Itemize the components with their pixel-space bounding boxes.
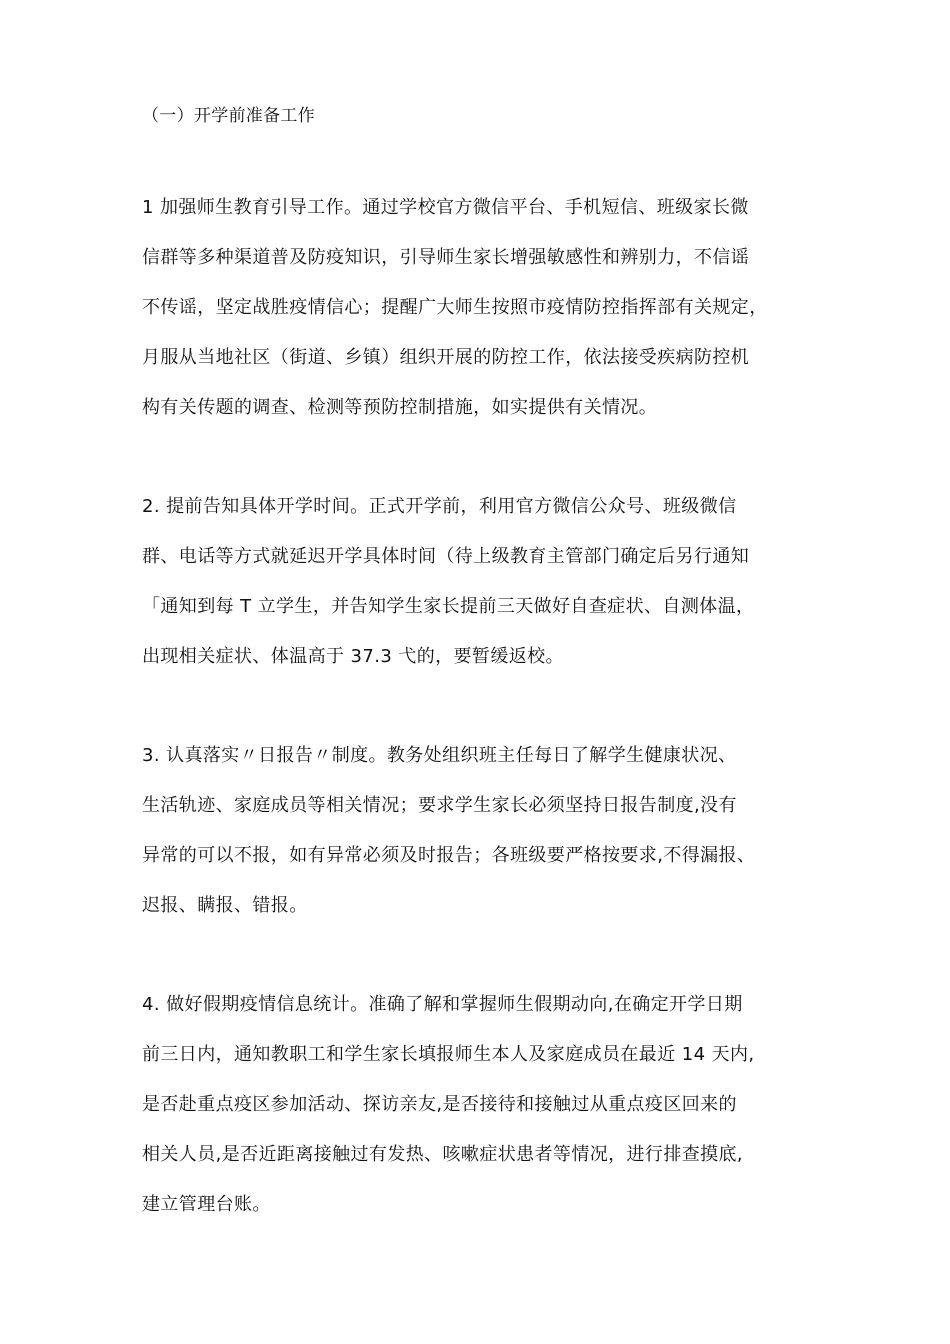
paragraph-education-guidance (142, 183, 822, 433)
paragraph-line: 前三日内，通知教职工和学生家长填报师生本人及家庭成员在最近 14 天内, (142, 1044, 755, 1065)
paragraph-line: 生活轨迹、家庭成员等相关情况；要求学生家长必须坚持日报告制度,没有 (142, 795, 737, 816)
paragraph-line: 月服从当地社区（街道、乡镇）组织开展的防控工作，依法接受疾病防控机 (142, 347, 750, 368)
paragraph-line: 构有关传题的调查、检测等预防控制措施，如实提供有关情况。 (142, 397, 658, 418)
paragraph-line: 群、电话等方式就延迟开学具体时间（待上级教育主管部门确定后另行通知 (142, 546, 750, 567)
paragraph-line: 4. 做好假期疫情信息统计。准确了解和掌握师生假期动向,在确定开学日期 (142, 994, 743, 1015)
paragraph-holiday-statistics (142, 980, 822, 1230)
paragraph-line: 1 加强师生教育引导工作。通过学校官方微信平台、手机短信、班级家长微 (142, 197, 749, 218)
paragraph-line: 相关人员,是否近距离接触过有发热、咳嗽症状患者等情况，进行排查摸底, (142, 1144, 744, 1165)
paragraph-line: 是否赴重点疫区参加活动、探访亲友,是否接待和接触过从重点疫区回来的 (142, 1094, 737, 1115)
paragraph-line: 异常的可以不报，如有异常必须及时报告；各班级要严格按要求,不得漏报、 (142, 845, 756, 866)
paragraph-line: 建立管理台账。 (142, 1194, 271, 1215)
paragraph-notify-start-date (142, 482, 822, 682)
paragraph-line: 2. 提前告知具体开学时间。正式开学前，利用官方微信公众号、班级微信 (142, 496, 737, 517)
paragraph-daily-report (142, 731, 822, 931)
paragraph-line: 不传谣，坚定战胜疫情信心；提醒广大师生按照市疫情防控指挥部有关规定， (142, 297, 768, 318)
paragraph-line: 迟报、瞒报、错报。 (142, 895, 308, 916)
paragraph-line: 「通知到每 T 立学生，并告知学生家长提前三天做好自查症状、自测体温， (142, 596, 755, 617)
paragraph-line: 信群等多种渠道普及防疫知识，引导师生家长增强敏感性和辨别力，不信谣 (142, 247, 750, 268)
paragraph-line: 3. 认真落实〃日报告〃制度。教务处组织班主任每日了解学生健康状况、 (142, 745, 737, 766)
section-heading: （一）开学前准备工作 (142, 106, 315, 126)
paragraph-line: 出现相关症状、体温高于 37.3 弋的，要暂缓返校。 (142, 646, 564, 667)
